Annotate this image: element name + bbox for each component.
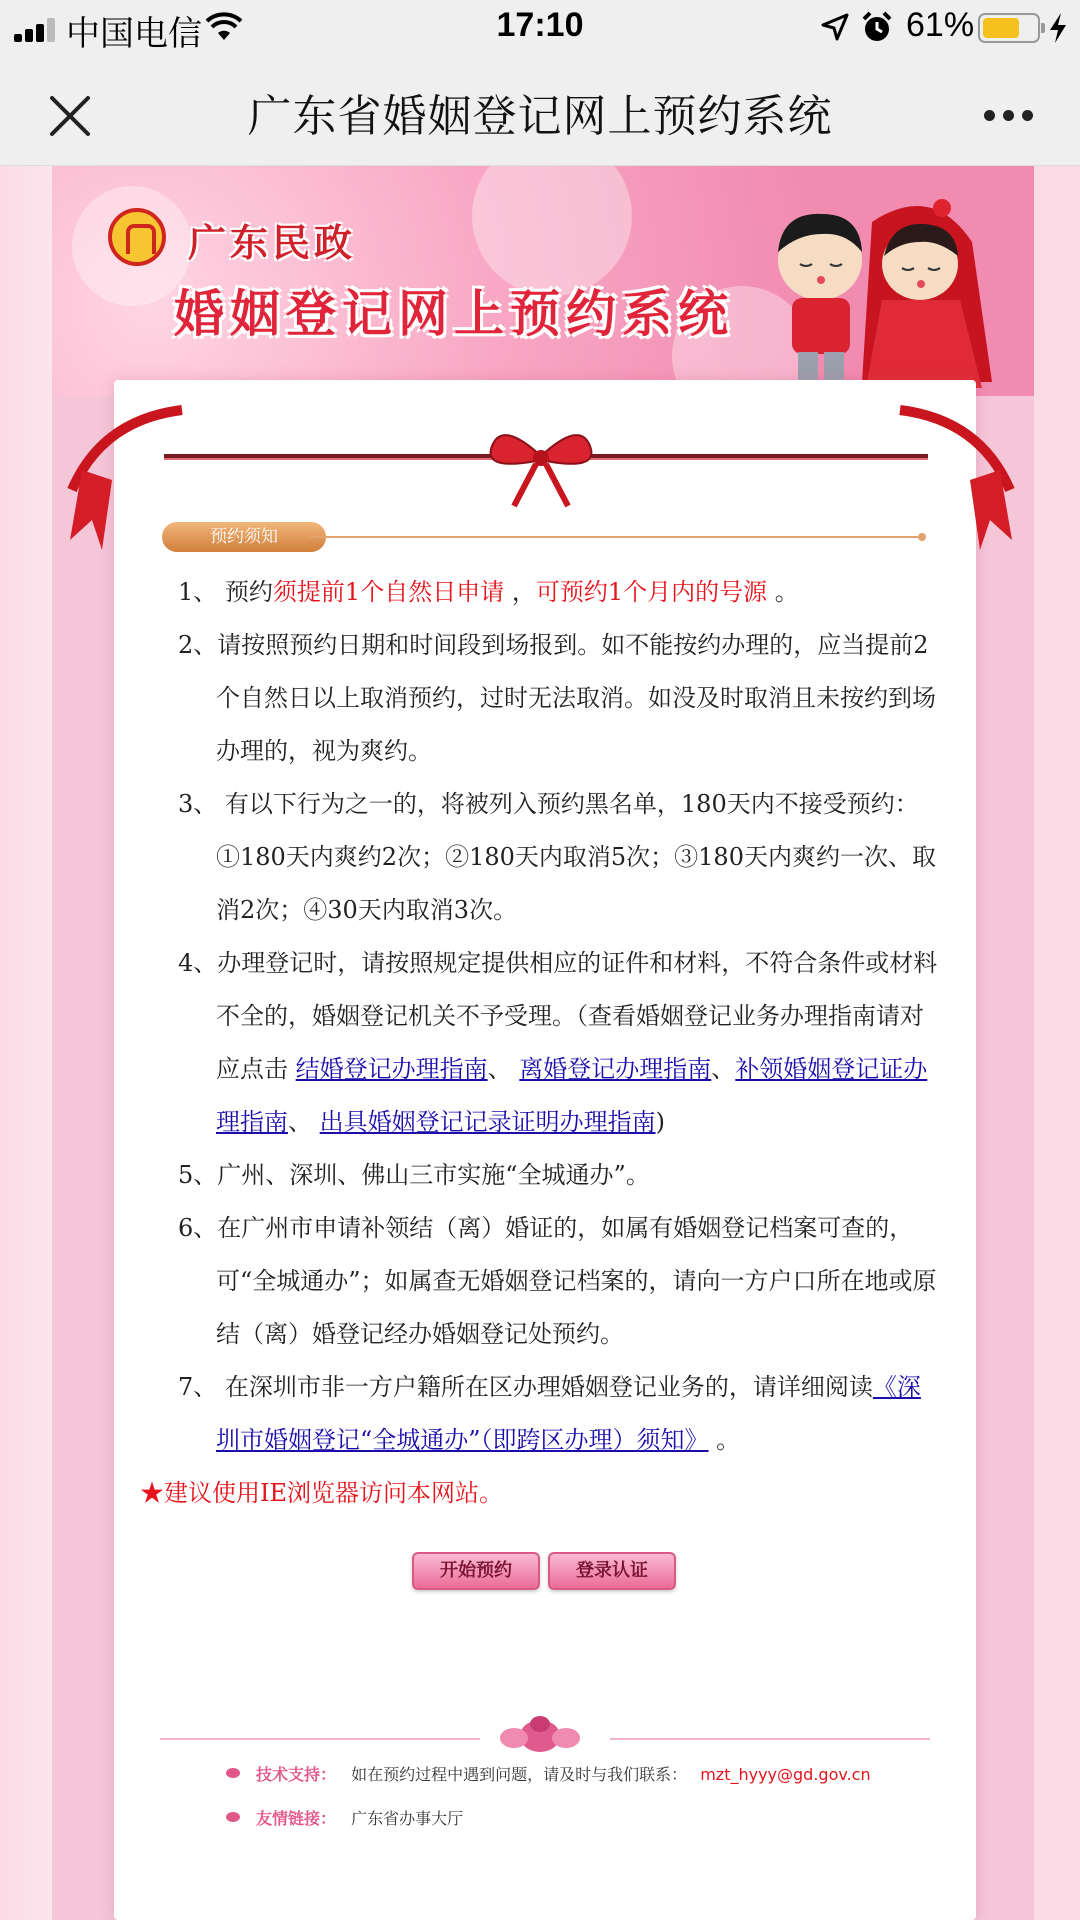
location-arrow-icon xyxy=(820,12,850,42)
login-auth-button[interactable]: 登录认证 xyxy=(548,1552,676,1590)
registration-record-certificate-guide-link[interactable]: 出具婚姻登记记录证明办理指南 xyxy=(319,1108,656,1136)
status-bar xyxy=(0,0,1080,54)
flower-decoration-icon xyxy=(484,1706,596,1756)
more-options-button[interactable] xyxy=(976,100,1040,130)
notice-item-4: 4、办理登记时，请按照规定提供相应的证件和材料，不符合条件或材料不全的，婚姻登记机关不予受理。（查看婚姻登记业务办理指南请对应点击 结婚登记办理指南、 离婚登记办理指南、补领婚姻登记证办理指南、 出具婚姻登记记录证明办理指南) xyxy=(178,949,938,1136)
shenzhen-cross-district-notice-link[interactable]: 《深圳市婚姻登记“全城通办”（即跨区办理）须知》 xyxy=(216,1373,921,1454)
wedding-couple-illustration xyxy=(742,182,1002,396)
support-email[interactable]: mzt_hyyy@gd.gov.cn xyxy=(700,1765,871,1784)
notice-list xyxy=(140,566,938,1520)
guangdong-service-hall-link[interactable]: 广东省办事大厅 xyxy=(351,1809,464,1828)
alarm-clock-icon xyxy=(860,10,894,44)
notice-item-5: 5、广州、深圳、佛山三市实施“全城通办”。 xyxy=(178,1161,650,1189)
civil-affairs-emblem-icon xyxy=(108,208,166,266)
bullet-icon xyxy=(226,1768,240,1778)
bullet-icon xyxy=(226,1812,240,1822)
header-banner xyxy=(52,166,1034,396)
footer-divider-right xyxy=(610,1738,930,1740)
page-title: 广东省婚姻登记网上预约系统 xyxy=(247,91,833,142)
footer-divider-left xyxy=(160,1738,480,1740)
browser-tip: ★建议使用IE浏览器访问本网站。 xyxy=(140,1479,503,1507)
battery-percent: 61% xyxy=(906,6,975,44)
notice-item-1: 1、 预约须提前1个自然日申请 ，可预约1个月内的号源 。 xyxy=(178,578,799,606)
notice-item-7: 7、 在深圳市非一方户籍所在区办理婚姻登记业务的，请详细阅读《深圳市婚姻登记“全城通办”（即跨区办理）须知》 。 xyxy=(178,1373,921,1454)
notice-tag: 预约须知 xyxy=(162,522,326,552)
clock-time: 17:10 xyxy=(496,6,584,44)
battery-icon xyxy=(978,13,1040,43)
charging-bolt-icon xyxy=(1048,12,1068,44)
web-content xyxy=(0,166,1080,1920)
notice-item-3: 3、 有以下行为之一的，将被列入预约黑名单，180天内不接受预约：①180天内爽约2次；②180天内取消5次；③180天内爽约一次、取消2次；④30天内取消3次。 xyxy=(178,790,936,924)
divorce-registration-guide-link[interactable]: 离婚登记办理指南 xyxy=(519,1055,712,1083)
carrier-name: 中国电信 xyxy=(66,15,202,53)
certificate-reissue-guide-link[interactable]: 补领婚姻登记证办理指南 xyxy=(216,1055,928,1136)
brand-name: 广东民政 xyxy=(188,221,357,265)
notice-item-6: 6、在广州市申请补领结（离）婚证的，如属有婚姻登记档案可查的，可“全城通办”；如属查无婚姻登记档案的，请向一方户口所在地或原结（离）婚登记经办婚姻登记处预约。 xyxy=(178,1214,937,1348)
friendly-links-row: 友情链接： 广东省办事大厅 xyxy=(256,1806,463,1829)
notice-item-2: 2、请按照预约日期和时间段到场报到。如不能按约办理的，应当提前2个自然日以上取消预约，过时无法取消。如没及时取消且未按约到场办理的，视为爽约。 xyxy=(178,631,936,765)
tech-support-row: 技术支持： 如在预约过程中遇到问题，请及时与我们联系： mzt_hyyy@gd.gov.cn xyxy=(256,1762,871,1785)
system-title: 婚姻登记网上预约系统 xyxy=(174,285,734,343)
start-appointment-button[interactable]: 开始预约 xyxy=(412,1552,540,1590)
marriage-registration-guide-link[interactable]: 结婚登记办理指南 xyxy=(295,1055,488,1083)
nav-bar xyxy=(0,54,1080,166)
notice-divider xyxy=(310,536,922,538)
